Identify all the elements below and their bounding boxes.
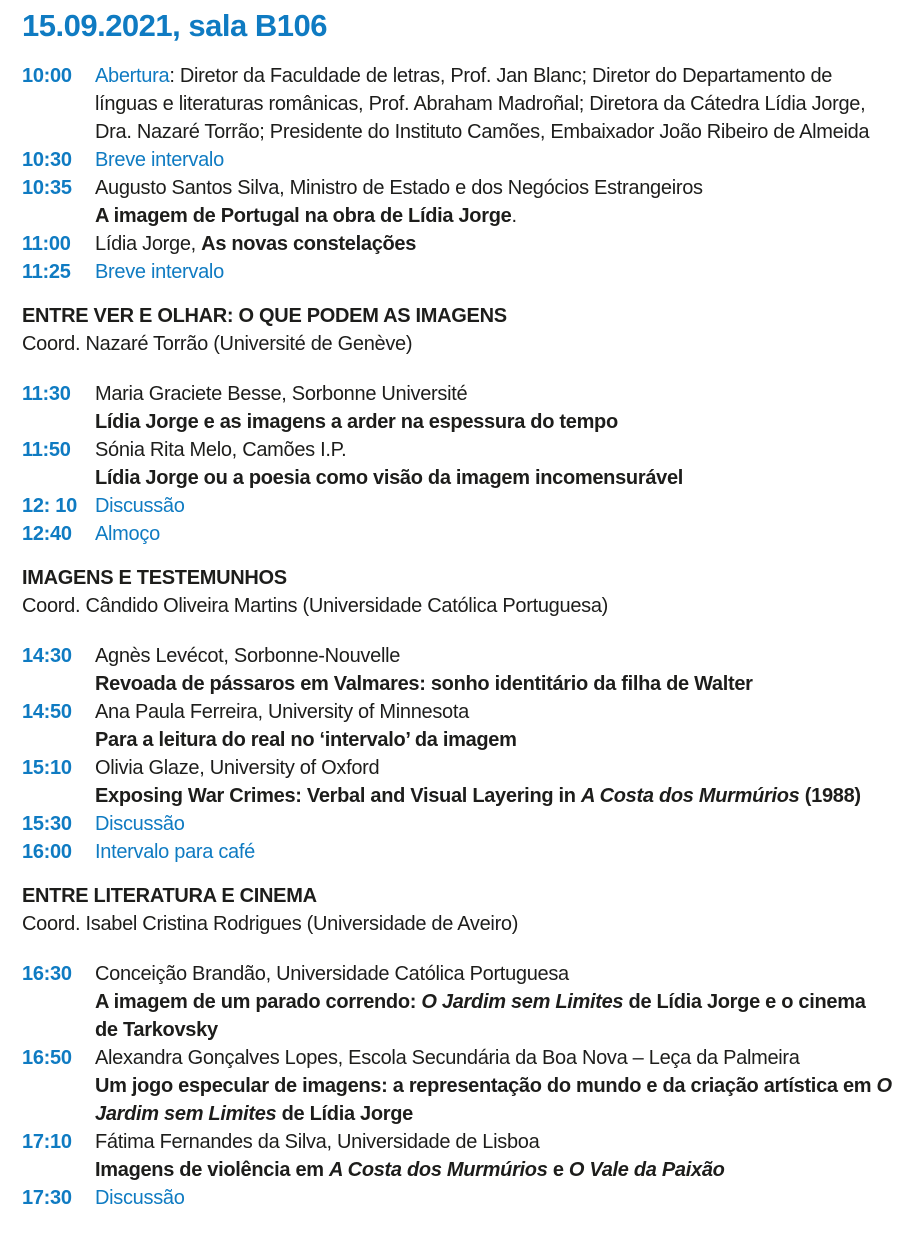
entry-line xyxy=(95,642,892,670)
entry-line xyxy=(95,1044,892,1072)
text-segment: Breve intervalo xyxy=(95,261,224,283)
entry-content xyxy=(95,838,896,866)
schedule-entry xyxy=(22,380,896,436)
text-segment: de Lídia Jorge e o cinema de Tarkovsky xyxy=(95,991,866,1041)
entry-content xyxy=(95,146,896,174)
schedule-entry xyxy=(22,698,896,754)
entry-line xyxy=(95,782,892,810)
entry-time: 11:30 xyxy=(22,383,71,405)
entry-line xyxy=(95,520,892,548)
text-segment: Almoço xyxy=(95,523,160,545)
entry-time: 10:35 xyxy=(22,177,72,199)
entry-time: 10:30 xyxy=(22,149,72,171)
entry-content xyxy=(95,174,896,230)
entry-time: 14:50 xyxy=(22,701,72,723)
program-section xyxy=(22,62,896,286)
entry-content xyxy=(95,520,896,548)
entry-line xyxy=(95,1128,892,1156)
text-segment: O Vale da Paixão xyxy=(568,1159,725,1181)
text-segment: A imagem de Portugal na obra de Lídia Jorge xyxy=(95,205,512,227)
entry-line xyxy=(95,838,892,866)
text-segment: Exposing War Crimes: Verbal and Visual Layering in xyxy=(95,785,581,807)
entry-time: 15:10 xyxy=(22,757,72,779)
entry-line xyxy=(95,960,892,988)
text-segment: . xyxy=(511,205,517,227)
section-heading: ENTRE VER E OLHAR: O QUE PODEM AS IMAGENS xyxy=(22,305,507,327)
entry-time: 17:10 xyxy=(22,1131,72,1153)
entry-time: 14:30 xyxy=(22,645,72,667)
program-section xyxy=(22,882,896,1212)
entry-time: 10:00 xyxy=(22,65,72,87)
text-segment: Para a leitura do real no ‘intervalo’ da imagem xyxy=(95,729,517,751)
entry-time: 11:25 xyxy=(22,261,71,283)
schedule-entry xyxy=(22,230,896,258)
section-entries xyxy=(22,380,896,548)
entry-content xyxy=(95,642,896,698)
program-section xyxy=(22,564,896,866)
text-segment: Discussão xyxy=(95,495,185,517)
schedule-entry xyxy=(22,960,896,1044)
schedule xyxy=(22,62,896,1212)
entry-content xyxy=(95,230,896,258)
text-segment: e xyxy=(547,1159,569,1181)
entry-line xyxy=(95,492,892,520)
text-segment: Lídia Jorge ou a poesia como visão da imagem incomensurável xyxy=(95,467,684,489)
text-segment: Sónia Rita Melo, Camões I.P. xyxy=(95,439,347,461)
text-segment: Revoada de pássaros em Valmares: sonho identitário da filha de Walter xyxy=(95,673,753,695)
entry-time: 17:30 xyxy=(22,1187,72,1209)
schedule-entry xyxy=(22,1184,896,1212)
entry-content xyxy=(95,258,896,286)
schedule-entry xyxy=(22,1044,896,1128)
entry-time: 11:00 xyxy=(22,233,71,255)
entry-line xyxy=(95,230,892,258)
entry-line xyxy=(95,726,892,754)
entry-line xyxy=(95,988,892,1044)
section-heading: IMAGENS E TESTEMUNHOS xyxy=(22,567,287,589)
entry-content xyxy=(95,1184,896,1212)
text-segment: Alexandra Gonçalves Lopes, Escola Secundária da Boa Nova – Leça da Palmeira xyxy=(95,1047,800,1069)
text-segment: A Costa dos Murmúrios xyxy=(329,1159,548,1181)
section-heading: ENTRE LITERATURA E CINEMA xyxy=(22,885,317,907)
entry-time: 16:50 xyxy=(22,1047,72,1069)
text-segment: Lídia Jorge, xyxy=(95,233,202,255)
schedule-entry xyxy=(22,492,896,520)
entry-time: 12:40 xyxy=(22,523,72,545)
schedule-entry xyxy=(22,754,896,810)
entry-content xyxy=(95,380,896,436)
entry-line xyxy=(95,202,892,230)
page-title: 15.09.2021, sala B106 xyxy=(22,8,327,43)
section-coordinator: Coord. Isabel Cristina Rodrigues (Universidade de Aveiro) xyxy=(22,913,519,935)
text-segment: Abertura xyxy=(95,65,170,87)
entry-content xyxy=(95,1044,896,1128)
text-segment: Augusto Santos Silva, Ministro de Estado e dos Negócios Estrangeiros xyxy=(95,177,703,199)
schedule-entry xyxy=(22,174,896,230)
entry-content xyxy=(95,810,896,838)
schedule-entry xyxy=(22,642,896,698)
text-segment: Ana Paula Ferreira, University of Minnesota xyxy=(95,701,469,723)
section-entries xyxy=(22,960,896,1212)
schedule-entry xyxy=(22,810,896,838)
entry-content xyxy=(95,1128,896,1184)
entry-time: 16:30 xyxy=(22,963,72,985)
entry-line xyxy=(95,698,892,726)
entry-line xyxy=(95,146,892,174)
entry-line xyxy=(95,1184,892,1212)
text-segment: Um jogo especular de imagens: a representação do mundo e da criação artística em xyxy=(95,1075,877,1097)
text-segment: Conceição Brandão, Universidade Católica Portuguesa xyxy=(95,963,569,985)
text-segment: de Lídia Jorge xyxy=(276,1103,414,1125)
text-segment: Agnès Levécot, Sorbonne-Nouvelle xyxy=(95,645,401,667)
text-segment: : Diretor da Faculdade de letras, Prof. Jan Blanc; Diretor do Departamento de línguas e literaturas românicas, Prof. Abraham Madroñal; Diretora da Cátedra Lídia Jorge, Dra. Nazaré Torrão; Presidente do Instituto Camões, Embaixador João Ribeiro de Almeida xyxy=(95,65,870,143)
entry-line xyxy=(95,1072,892,1128)
schedule-entry xyxy=(22,436,896,492)
text-segment: Fátima Fernandes da Silva, Universidade de Lisboa xyxy=(95,1131,540,1153)
entry-line xyxy=(95,62,892,146)
entry-line xyxy=(95,436,892,464)
entry-line xyxy=(95,1156,892,1184)
entry-content xyxy=(95,492,896,520)
schedule-entry xyxy=(22,258,896,286)
text-segment: Discussão xyxy=(95,813,185,835)
schedule-entry xyxy=(22,838,896,866)
section-entries xyxy=(22,642,896,866)
text-segment: O Jardim sem Limites xyxy=(421,991,624,1013)
entry-line xyxy=(95,408,892,436)
entry-time: 11:50 xyxy=(22,439,71,461)
section-coordinator: Coord. Cândido Oliveira Martins (Universidade Católica Portuguesa) xyxy=(22,595,609,617)
text-segment: Breve intervalo xyxy=(95,149,224,171)
entry-content xyxy=(95,62,896,146)
text-segment: A imagem de um parado correndo: xyxy=(95,991,422,1013)
text-segment: Imagens de violência em xyxy=(95,1159,330,1181)
entry-time: 16:00 xyxy=(22,841,72,863)
entry-line xyxy=(95,754,892,782)
section-entries xyxy=(22,62,896,286)
entry-line xyxy=(95,810,892,838)
entry-content xyxy=(95,960,896,1044)
entry-line xyxy=(95,670,892,698)
entry-line xyxy=(95,258,892,286)
schedule-entry xyxy=(22,1128,896,1184)
entry-time: 12: 10 xyxy=(22,495,77,517)
section-coordinator: Coord. Nazaré Torrão (Université de Genève) xyxy=(22,333,413,355)
entry-line xyxy=(95,174,892,202)
text-segment: Intervalo para café xyxy=(95,841,255,863)
schedule-entry xyxy=(22,62,896,146)
entry-line xyxy=(95,464,892,492)
text-segment: (1988) xyxy=(799,785,861,807)
text-segment: O Jardim sem Limites xyxy=(95,1075,892,1125)
program-section xyxy=(22,302,896,548)
text-segment: Olivia Glaze, University of Oxford xyxy=(95,757,380,779)
entry-content xyxy=(95,754,896,810)
entry-content xyxy=(95,698,896,754)
text-segment: As novas constelações xyxy=(201,233,417,255)
text-segment: Discussão xyxy=(95,1187,185,1209)
schedule-entry xyxy=(22,520,896,548)
entry-line xyxy=(95,380,892,408)
text-segment: Maria Graciete Besse, Sorbonne Université xyxy=(95,383,468,405)
schedule-entry xyxy=(22,146,896,174)
entry-content xyxy=(95,436,896,492)
entry-time: 15:30 xyxy=(22,813,72,835)
text-segment: A Costa dos Murmúrios xyxy=(580,785,800,807)
text-segment: Lídia Jorge e as imagens a arder na espessura do tempo xyxy=(95,411,618,433)
